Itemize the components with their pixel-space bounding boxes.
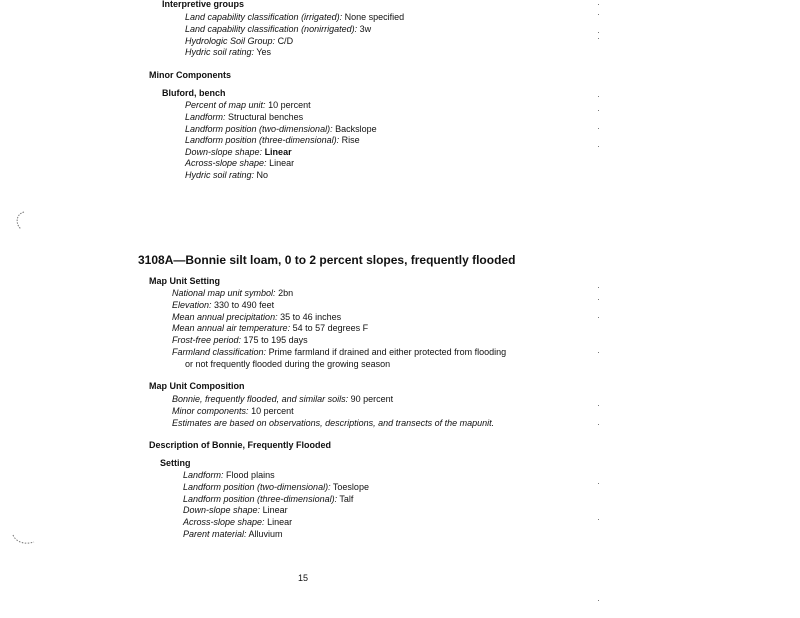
- property-row: [172, 300, 274, 312]
- map-unit-setting-heading: Map Unit Setting: [149, 276, 220, 286]
- property-label: Down-slope shape:: [183, 505, 261, 515]
- interpretive-groups-heading: Interpretive groups: [162, 0, 245, 9]
- property-row: [172, 335, 308, 347]
- property-value: Rise: [341, 135, 360, 145]
- property-row: [185, 47, 271, 59]
- property-label: Parent material:: [183, 529, 247, 539]
- property-label: Elevation:: [172, 300, 212, 310]
- property-value: Linear: [262, 505, 288, 515]
- property-value: 10 percent: [251, 406, 294, 416]
- note-text: Estimates are based on observations, descriptions, and transects of the mapunit.: [172, 418, 495, 428]
- property-value: C/D: [277, 36, 294, 46]
- property-row: [183, 482, 369, 494]
- property-value: Prime farmland if drained and either protected from flooding: [268, 347, 507, 357]
- property-row: [185, 112, 303, 124]
- property-value: 90 percent: [350, 394, 394, 404]
- property-value: Structural benches: [228, 112, 304, 122]
- minor-components-heading: Minor Components: [149, 70, 231, 80]
- property-row: [185, 158, 294, 170]
- property-row: [185, 24, 371, 36]
- property-row: [183, 517, 292, 529]
- property-value: Toeslope: [332, 482, 369, 492]
- property-label: Across-slope shape:: [183, 517, 265, 527]
- scan-artifact-bottom: [10, 530, 40, 552]
- property-value: Flood plains: [226, 470, 275, 480]
- property-value: Linear: [264, 147, 292, 157]
- property-row: [185, 36, 293, 48]
- property-label: Down-slope shape:: [185, 147, 263, 157]
- binding-edge-marks: [596, 0, 602, 618]
- property-value: 175 to 195 days: [243, 335, 308, 345]
- property-label: Landform position (two-dimensional):: [183, 482, 331, 492]
- property-label: Mean annual precipitation:: [172, 312, 278, 322]
- property-label: Hydrologic Soil Group:: [185, 36, 276, 46]
- property-row: [172, 394, 393, 406]
- property-row: [183, 529, 283, 541]
- property-value: Backslope: [335, 124, 377, 134]
- property-label: Landform position (three-dimensional):: [185, 135, 340, 145]
- map-unit-title: 3108A—Bonnie silt loam, 0 to 2 percent slopes, frequently flooded: [138, 253, 516, 267]
- description-heading: Description of Bonnie, Frequently Flooded: [149, 440, 332, 450]
- property-label: Frost-free period:: [172, 335, 242, 345]
- property-row: [172, 288, 293, 300]
- property-label: Hydric soil rating:: [185, 47, 255, 57]
- property-label: Landform position (two-dimensional):: [185, 124, 333, 134]
- property-row: [172, 312, 341, 324]
- property-value: 2bn: [278, 288, 294, 298]
- property-row: [185, 135, 360, 147]
- property-label: Minor components:: [172, 406, 249, 416]
- property-row: [185, 12, 404, 24]
- property-value: 54 to 57 degrees F: [292, 323, 369, 333]
- property-row: [172, 347, 506, 359]
- property-value: Yes: [256, 47, 272, 57]
- composition-note: [172, 418, 494, 430]
- property-label: Land capability classification (nonirrigated):: [185, 24, 358, 34]
- page-number: 15: [298, 573, 309, 583]
- property-label: Landform position (three-dimensional):: [183, 494, 338, 504]
- property-row: [183, 470, 275, 482]
- property-row: [185, 124, 377, 136]
- scan-artifact-top: [10, 208, 36, 234]
- property-row: [172, 406, 294, 418]
- property-label: Bonnie, frequently flooded, and similar soils:: [172, 394, 349, 404]
- property-label: National map unit symbol:: [172, 288, 276, 298]
- property-value: 3w: [359, 24, 372, 34]
- property-value: None specified: [344, 12, 405, 22]
- property-label: Mean annual air temperature:: [172, 323, 291, 333]
- property-value: 330 to 490 feet: [214, 300, 275, 310]
- property-label: Land capability classification (irrigated):: [185, 12, 343, 22]
- property-continuation: or not frequently flooded during the growing season: [185, 359, 391, 369]
- property-value: Alluvium: [248, 529, 283, 539]
- property-label: Percent of map unit:: [185, 100, 266, 110]
- property-row: [172, 323, 368, 335]
- property-value: Linear: [269, 158, 295, 168]
- property-row: [185, 147, 292, 159]
- property-value: Linear: [267, 517, 293, 527]
- property-row: [185, 100, 311, 112]
- property-value: Talf: [339, 494, 354, 504]
- property-label: Farmland classification:: [172, 347, 267, 357]
- setting-subheading: Setting: [160, 458, 191, 468]
- property-row: [183, 494, 353, 506]
- property-row: [183, 505, 288, 517]
- property-value: No: [256, 170, 269, 180]
- property-label: Landform:: [183, 470, 224, 480]
- minor-component-name: Bluford, bench: [162, 88, 226, 98]
- map-unit-composition-heading: Map Unit Composition: [149, 381, 245, 391]
- property-label: Landform:: [185, 112, 226, 122]
- property-value: 10 percent: [268, 100, 311, 110]
- property-label: Hydric soil rating:: [185, 170, 255, 180]
- property-label: Across-slope shape:: [185, 158, 267, 168]
- property-value: 35 to 46 inches: [280, 312, 342, 322]
- property-row: [185, 170, 268, 182]
